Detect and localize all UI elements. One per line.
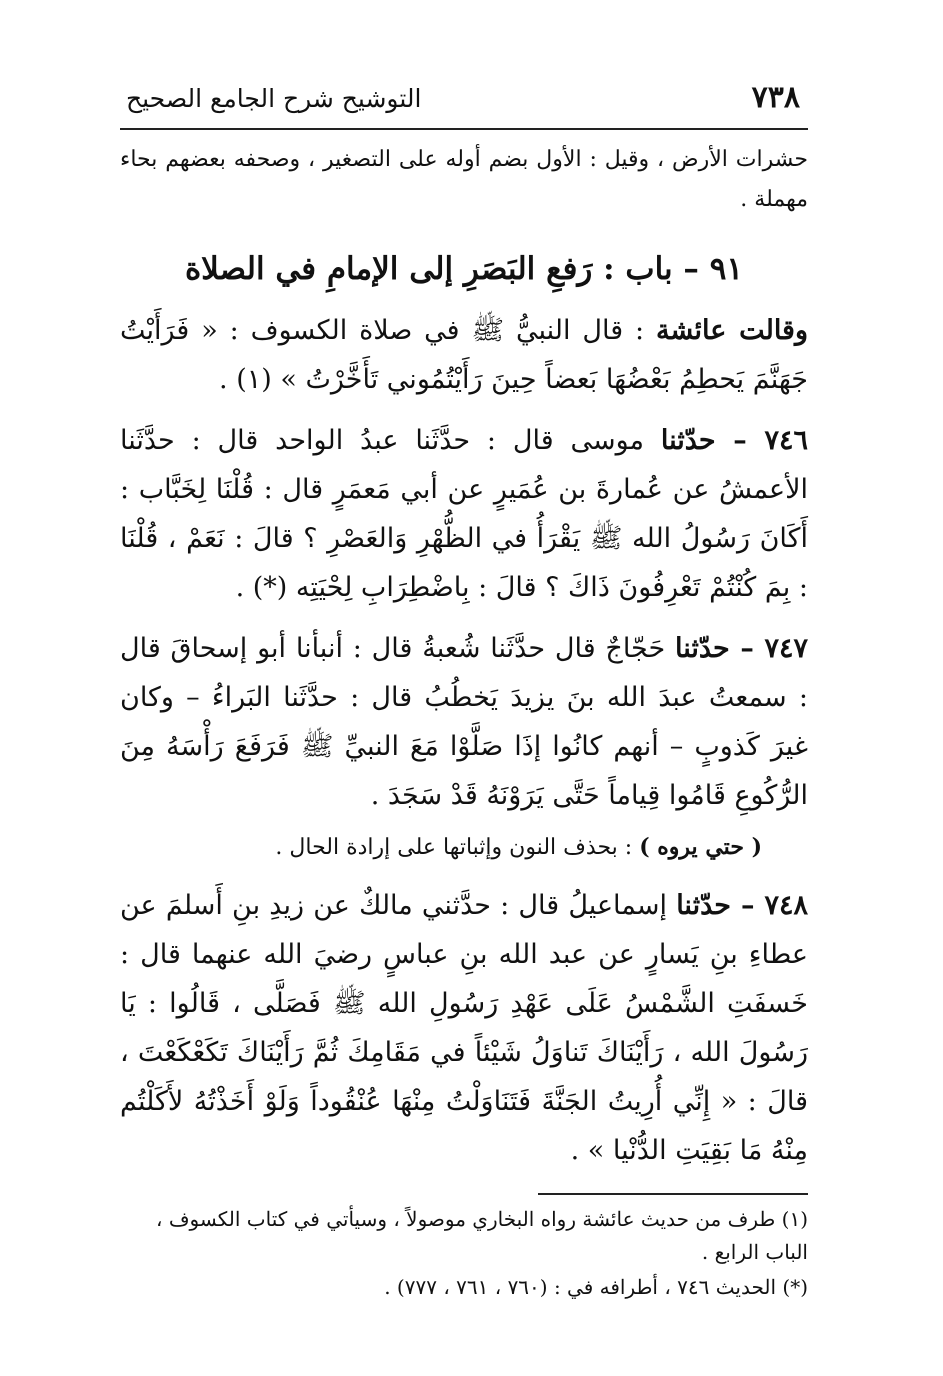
hadith-text: حَجّاجٌ قال حدَّثَنا شُعبةُ قال : أنبأنا أبو إسحاقَ قال : سمعتُ عبدَ الله بنَ يزيدَ يَخطُبُ قال : حدَّثَنا البَراءُ – وكان غيرَ كَذوبٍ – أنهم كانُوا إذَا صَلَّوْا مَعَ النبيِّ ﷺ فَرَفَعَ رَأْسَهُ مِنَ الرُّكُوعِ قَامُوا قِياماً حَتَّى يَرَوْنَهُ قَدْ سَجَدَ . xyxy=(120,633,808,811)
intro-narration xyxy=(120,306,808,404)
running-header xyxy=(120,70,808,130)
note-lead: ( حتي يروه ) xyxy=(639,834,762,860)
intro-lead: وقالت عائشة xyxy=(655,315,808,346)
footnote-star: (*) الحديث ٧٤٦ ، أطرافه في : (٧٦٠ ، ٧٦١ ، ٧٧٧) . xyxy=(384,1275,808,1299)
hadith-text: إسماعيلُ قال : حدَّثني مالكٌ عن زيدِ بنِ أَسلمَ عن عطاءِ بنِ يَسارٍ عن عبد الله بنِ عباسٍ رضيَ الله عنهما قال : خَسفَتِ الشَّمْسُ عَلَى عَهْدِ رَسُولِ الله ﷺ فَصَلَّى ، قَالُوا : يَا رَسُولَ الله ، رَأَيْنَاكَ تَناوَلُ شَيْئاً في مَقَامِكَ ثُمَّ رَأَيْنَاكَ تَكَعْكَعْتَ ، قالَ : « إِنِّي أُرِيتُ الجَنَّةَ فَتَنَاوَلْتُ مِنْهَا عُنْقُوداً وَلَوْ أَخَذْتُهُ لأَكَلْتُم مِنْهُ مَا بَقِيَتِ الدُّنْيا » . xyxy=(120,890,808,1166)
book-title: التوشيح شرح الجامع الصحيح xyxy=(126,84,422,113)
hadith-lead: حدّثنا xyxy=(660,425,716,456)
hadith-748 xyxy=(120,881,808,1175)
hadith-lead: حدّثنا xyxy=(676,890,731,921)
note-text: : بحذف النون وإثباتها على إرادة الحال . xyxy=(275,835,640,860)
hadith-number: ٧٤٨ – xyxy=(730,890,808,921)
page-number: ٧٣٨ xyxy=(751,80,800,115)
commentary-note xyxy=(120,826,762,869)
book-page xyxy=(120,70,808,1306)
hadith-lead: حدّثنا xyxy=(674,633,730,664)
continuation-text: حشرات الأرض ، وقيل : الأول بضم أوله على التصغير ، وصحفه بعضهم بحاء مهملة . xyxy=(120,147,808,212)
chapter-heading: ٩١ – باب : رَفعِ البَصَرِ إلى الإمامِ في الصلاة xyxy=(184,251,744,287)
hadith-text: موسى قال : حدَّثَنا عبدُ الواحد قال : حدَّثَنا الأعمشُ عن عُمارةَ بن عُمَيرٍ عن أبي مَعمَرٍ قال : قُلْنَا لِخَبَّاب : أَكَانَ رَسُولُ الله ﷺ يَقْرَأُ في الظُّهْرِ وَالعَصْرِ ؟ قالَ : نَعَمْ ، قُلْنَا : بِمَ كُنْتُمْ تَعْرِفُونَ ذَاكَ ؟ قالَ : بِاضْطِرَابِ لِحْيَتِه (*) . xyxy=(120,425,808,603)
footnotes xyxy=(120,1203,808,1304)
footnote-1: (١) طرف من حديث عائشة رواه البخاري موصولاً ، وسيأتي في كتاب الكسوف ، الباب الرابع . xyxy=(156,1207,808,1264)
intro-text: : قال النبيُّ ﷺ في صلاة الكسوف : « فَرَأَيْتُ جَهَنَّمَ يَحطِمُ بَعْضُهَا بَعضاً حِينَ رَأَيْتُمُوني تَأَخَّرْتُ » (١) . xyxy=(120,315,808,395)
footnote-divider xyxy=(538,1193,808,1195)
hadith-746 xyxy=(120,416,808,612)
hadith-number: ٧٤٧ – xyxy=(729,633,809,664)
hadith-number: ٧٤٦ – xyxy=(715,425,808,456)
hadith-747 xyxy=(120,624,808,820)
